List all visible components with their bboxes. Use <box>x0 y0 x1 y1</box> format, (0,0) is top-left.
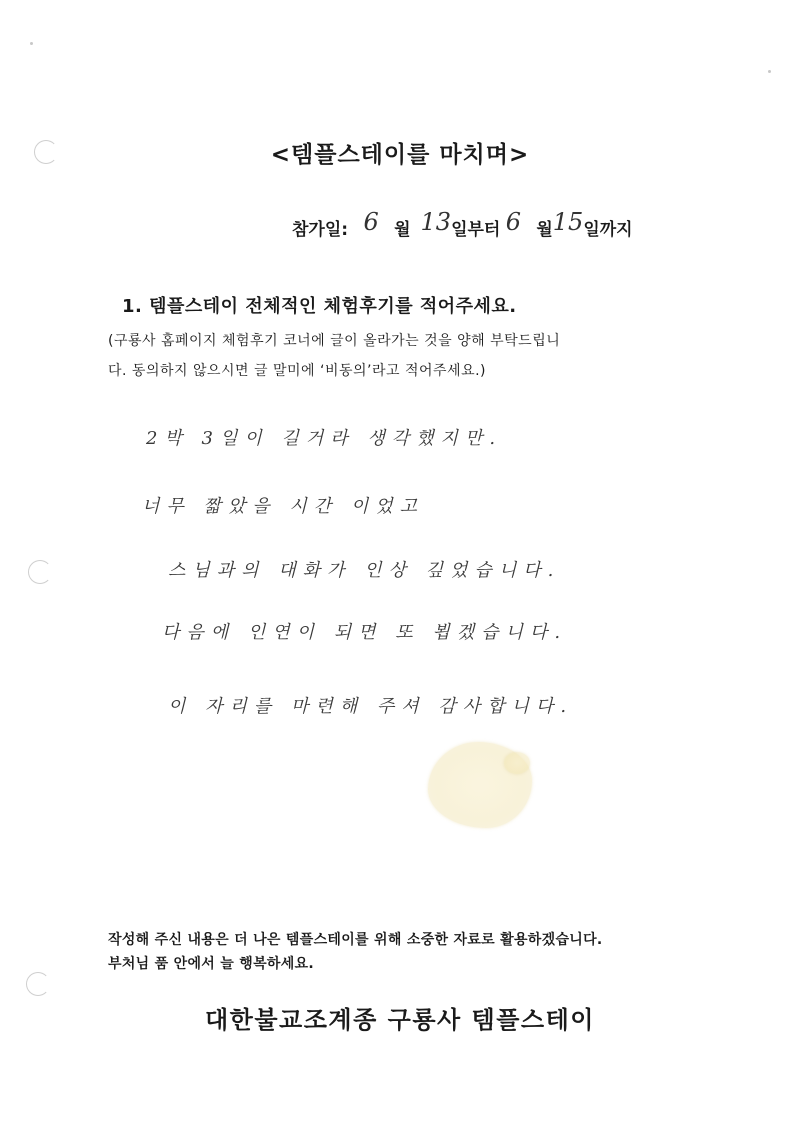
from-unit-label: 일부터 <box>451 220 501 240</box>
scan-speck <box>30 42 33 45</box>
page-title: <템플스테이를 마치며> <box>270 142 530 168</box>
start-month-handwritten: 6 <box>363 208 379 236</box>
month-unit-label: 월 <box>536 220 553 240</box>
handwritten-answer-line: 스님과의 대화가 인상 깊었습니다. <box>168 560 561 581</box>
end-month-handwritten: 6 <box>505 208 521 236</box>
punch-hole-mark <box>26 972 50 996</box>
participation-period <box>292 200 633 240</box>
handwritten-answer-line: 다음에 인연이 되면 또 뵙겠습니다. <box>162 622 568 643</box>
handwritten-answer-line: 이 자리를 마련해 주셔 감사합니다. <box>168 696 574 717</box>
consent-notice <box>108 326 698 386</box>
closing-note-line: 부처님 품 안에서 늘 행복하세요. <box>108 956 315 972</box>
closing-note <box>108 928 603 976</box>
participation-label: 참가일: <box>292 220 349 240</box>
handwritten-answer-line: 너무 짧았을 시간 이었고 <box>142 496 425 517</box>
consent-notice-line: (구룡사 홈페이지 체험후기 코너에 글이 올라가는 것을 양해 부탁드립니 <box>108 333 561 349</box>
punch-hole-mark <box>28 560 52 584</box>
consent-notice-line: 다. 동의하지 않으시면 글 말미에 ‘비동의’라고 적어주세요.) <box>108 363 487 379</box>
scan-speck <box>768 70 771 73</box>
month-unit-label: 월 <box>394 220 411 240</box>
start-day-handwritten: 13 <box>420 208 452 236</box>
handwritten-answer-line: 2박 3일이 길거라 생각했지만. <box>146 428 503 449</box>
closing-note-line: 작성해 주신 내용은 더 나은 템플스테이를 위해 소중한 자료로 활용하겠습니다. <box>108 932 603 948</box>
organization-name: 대한불교조계종 구룡사 템플스테이 <box>205 1006 595 1034</box>
paper-stain <box>504 752 530 774</box>
end-day-handwritten: 15 <box>552 208 584 236</box>
until-unit-label: 일까지 <box>583 220 633 240</box>
question-heading: 1. 템플스테이 전체적인 체험후기를 적어주세요. <box>122 296 517 317</box>
